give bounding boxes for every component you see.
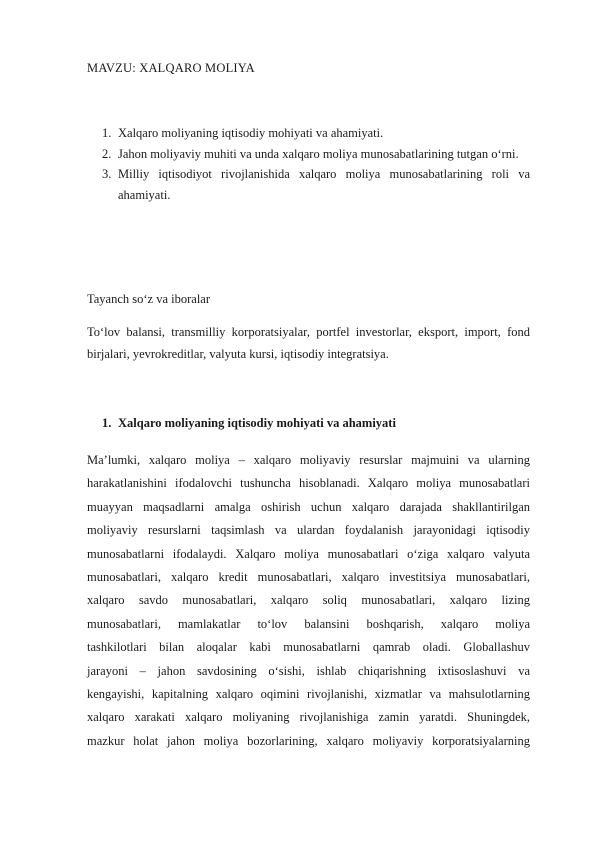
section-number: 1. [102, 416, 112, 430]
plan-item-text: Xalqaro moliyaning iqtisodiy mohiyati va ahamiyati. [118, 126, 384, 140]
paragraph-line: harakatlanishini ifodalovchi tushuncha hisoblanadi. Xalqaro moliya munosabatlari [87, 476, 530, 491]
paragraph-line: munosabatlari, mamlakatlar to‘lov balansini boshqarish, xalqaro moliya [87, 616, 530, 631]
paragraph-line: Ma’lumki, xalqaro moliya – xalqaro moliyaviy resurslar majmuini va ularning [87, 453, 530, 467]
paragraph-line: xalqaro xarakati xalqaro moliyaning rivojlanishiga zamin yaratdi. Shuningdek, [87, 710, 530, 725]
plan-item [102, 123, 530, 144]
keywords-heading: Tayanch so‘z va iboralar [87, 292, 211, 306]
paragraph-line: xalqaro savdo munosabatlari, xalqaro soliq munosabatlari, xalqaro lizing [87, 593, 530, 608]
paragraph-line: moliyaviy resurslarni taqsimlash va ulardan foydalanish jarayonidagi iqtisodiy [87, 523, 530, 538]
topic-plan-list [102, 123, 530, 205]
paragraph-line: jarayoni – jahon savdosining o‘sishi, ishlab chiqarishning ixtisoslashuvi va [87, 663, 530, 678]
section-title: Xalqaro moliyaning iqtisodiy mohiyati va ahamiyati [118, 416, 396, 430]
plan-item [102, 144, 530, 165]
plan-item-number: 1. [102, 126, 112, 140]
keywords-paragraph: To‘lov balansi, transmilliy korporatsiyalar, portfel investorlar, eksport, import, fond birjalari, yevrokreditlar, valyuta kursi, iqtisodiy integratsiya. [87, 325, 530, 361]
paragraph-line: muayyan maqsadlarni amalga oshirish uchun xalqaro darajada shakllantirilgan [87, 499, 530, 514]
document-title: MAVZU: XALQARO MOLIYA [87, 61, 255, 75]
plan-item [102, 164, 530, 205]
body-paragraph [87, 449, 530, 753]
section-heading [102, 416, 396, 431]
plan-item-number: 2. [102, 146, 112, 161]
paragraph-line: munosabatlari, xalqaro kredit munosabatlari, xalqaro investitsiya munosabatlari, [87, 569, 530, 584]
plan-item-text: Jahon moliyaviy muhiti va unda xalqaro moliya munosabatlarining tutgan o‘rni. [118, 146, 519, 161]
paragraph-line: tashkilotlari bilan aloqalar kabi munosabatlarni qamrab oladi. Globallashuv [87, 640, 530, 655]
paragraph-line: munosabatlarni ifodalaydi. Xalqaro moliya munosabatlari o‘ziga xalqaro valyuta [87, 546, 530, 561]
plan-item-text: Milliy iqtisodiyot rivojlanishida xalqaro moliya munosabatlarining roli va ahamiyati. [118, 167, 530, 202]
plan-item-number: 3. [102, 167, 112, 181]
paragraph-line: kengayishi, kapitalning xalqaro oqimini rivojlanishi, xizmatlar va mahsulotlarning [87, 686, 530, 701]
paragraph-line: mazkur holat jahon moliya bozorlarining, xalqaro moliyaviy korporatsiyalarning [87, 733, 530, 748]
